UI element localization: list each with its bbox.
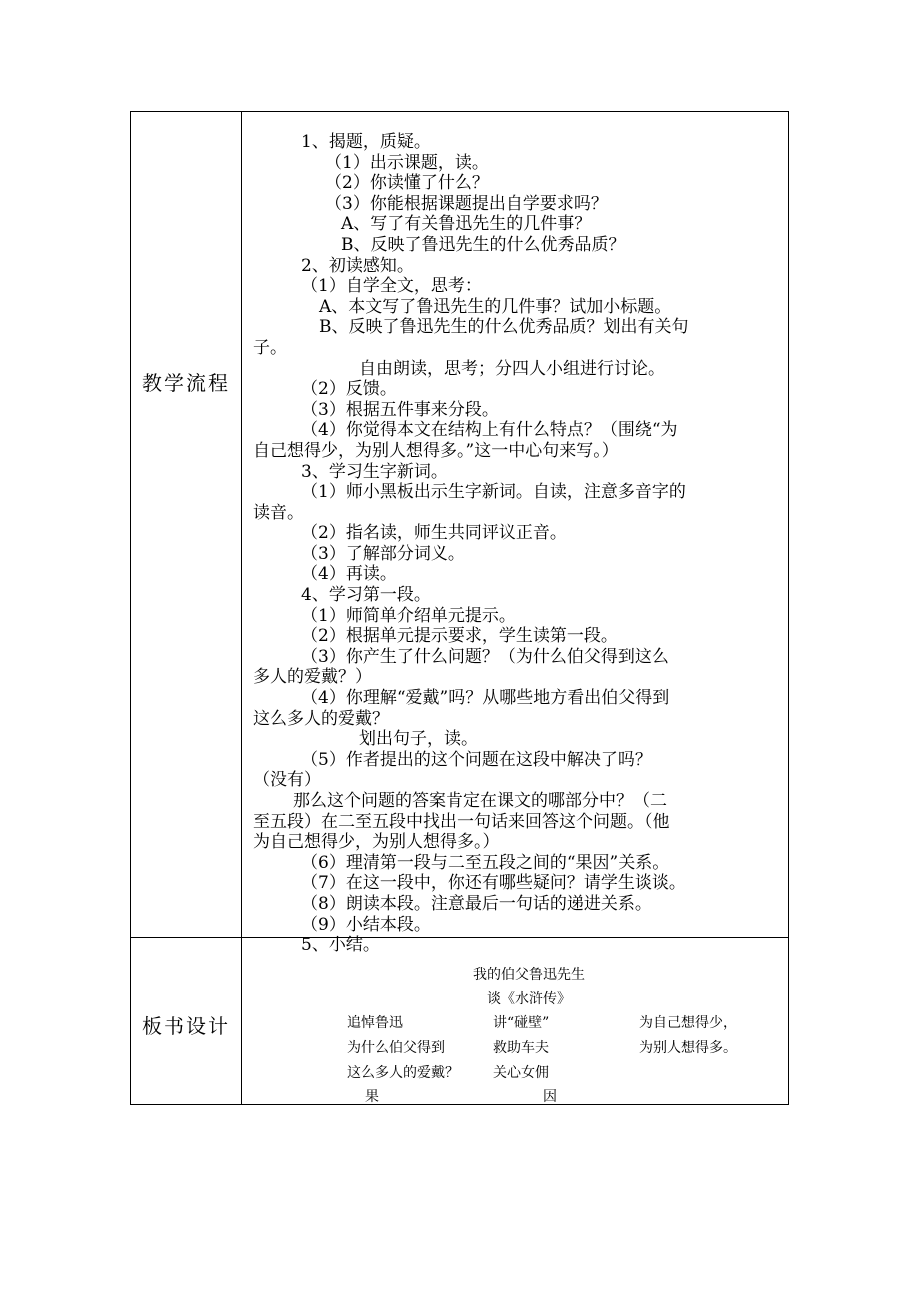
board-middle-item: 救助车夫 bbox=[493, 1040, 549, 1056]
flow-line: 1、揭题，质疑。 bbox=[301, 132, 431, 152]
flow-line: 3、学习生字新词。 bbox=[301, 461, 448, 482]
flow-line: 自由朗读，思考；分四人小组进行讨论。 bbox=[359, 358, 665, 379]
flow-line: （8）朗读本段。注意最后一句话的递进关系。 bbox=[301, 893, 652, 914]
flow-line: （3）根据五件事来分段。 bbox=[301, 399, 499, 420]
flow-line: B、反映了鲁迅先生的什么优秀品质？ bbox=[341, 234, 626, 255]
flow-line: 那么这个问题的答案肯定在课文的哪部分中？（二 bbox=[293, 791, 667, 811]
board-left-item: 这么多人的爱戴？ bbox=[347, 1065, 459, 1081]
flow-line: 自己想得少，为别人想得多。”这一中心句来写。） bbox=[253, 440, 619, 461]
flow-line: 划出句子，读。 bbox=[359, 729, 478, 750]
board-cause-label: 因 bbox=[543, 1089, 557, 1105]
flow-line: （2）根据单元提示要求，学生读第一段。 bbox=[301, 626, 618, 647]
row-label-board-design: 板书设计 bbox=[142, 1014, 230, 1038]
board-left-item: 追悼鲁迅 bbox=[347, 1015, 403, 1031]
flow-line: （3）你产生了什么问题？（为什么伯父得到这么 bbox=[301, 646, 669, 667]
row-label-teaching-flow: 教学流程 bbox=[142, 371, 230, 395]
flow-line: 5、小结。 bbox=[301, 935, 380, 956]
flow-line: （4）你觉得本文在结构上有什么特点？（围绕“为 bbox=[301, 420, 678, 441]
column-divider bbox=[241, 112, 242, 1104]
flow-line: （2）指名读，师生共同评议正音。 bbox=[301, 523, 567, 544]
flow-line: 至五段）在二至五段中找出一句话来回答这个问题。（他 bbox=[253, 811, 670, 832]
flow-line: （5）作者提出的这个问题在这段中解决了吗？ bbox=[301, 749, 652, 770]
flow-line: 这么多人的爱戴？ bbox=[253, 708, 389, 729]
flow-line: （4）你理解“爱戴”吗？从哪些地方看出伯父得到 bbox=[301, 688, 670, 709]
flow-line: A、本文写了鲁迅先生的几件事？试加小标题。 bbox=[319, 296, 672, 317]
flow-line: 2、初读感知。 bbox=[301, 255, 414, 276]
teaching-flow-content bbox=[253, 132, 783, 956]
flow-line: A、写了有关鲁迅先生的几件事？ bbox=[341, 214, 592, 235]
flow-line: 多人的爱戴？） bbox=[253, 667, 372, 688]
flow-line: （3）了解部分词义。 bbox=[301, 543, 465, 564]
flow-line: 为自己想得少，为别人想得多。） bbox=[253, 832, 500, 853]
board-right-item: 为自己想得少， bbox=[639, 1015, 737, 1031]
lesson-table bbox=[130, 111, 789, 1105]
board-right-item: 为别人想得多。 bbox=[639, 1040, 737, 1056]
board-effect-label: 果 bbox=[365, 1089, 379, 1105]
flow-line: B、反映了鲁迅先生的什么优秀品质？划出有关句 bbox=[319, 317, 689, 338]
flow-line: 子。 bbox=[253, 337, 287, 358]
flow-line: （6）理清第一段与二至五段之间的“果因”关系。 bbox=[301, 852, 670, 873]
flow-line: （7）在这一段中，你还有哪些疑问？请学生谈谈。 bbox=[301, 873, 686, 894]
flow-line: （1）出示课题，读。 bbox=[325, 152, 489, 173]
flow-line: （没有） bbox=[253, 770, 321, 791]
flow-line: （4）再读。 bbox=[301, 564, 397, 585]
board-middle-item: 谈《水浒传》 bbox=[487, 991, 571, 1007]
flow-line: （1）自学全文，思考： bbox=[301, 276, 482, 297]
flow-line: （1）师简单介绍单元提示。 bbox=[301, 605, 516, 626]
flow-line: （3）你能根据课题提出自学要求吗？ bbox=[325, 193, 608, 214]
flow-line: 4、学习第一段。 bbox=[301, 585, 431, 606]
flow-line: （1）师小黑板出示生字新词。自读，注意多音字的 bbox=[301, 482, 686, 503]
flow-line: （2）你读懂了什么？ bbox=[325, 173, 489, 194]
flow-line: 读音。 bbox=[253, 502, 304, 523]
board-middle-item: 讲“碰壁” bbox=[493, 1015, 550, 1031]
board-left-item: 为什么伯父得到 bbox=[347, 1040, 445, 1056]
board-middle-item: 关心女佣 bbox=[493, 1065, 549, 1081]
board-title: 我的伯父鲁迅先生 bbox=[473, 967, 585, 983]
flow-line: （9）小结本段。 bbox=[301, 914, 431, 935]
flow-line: （2）反馈。 bbox=[301, 379, 397, 400]
